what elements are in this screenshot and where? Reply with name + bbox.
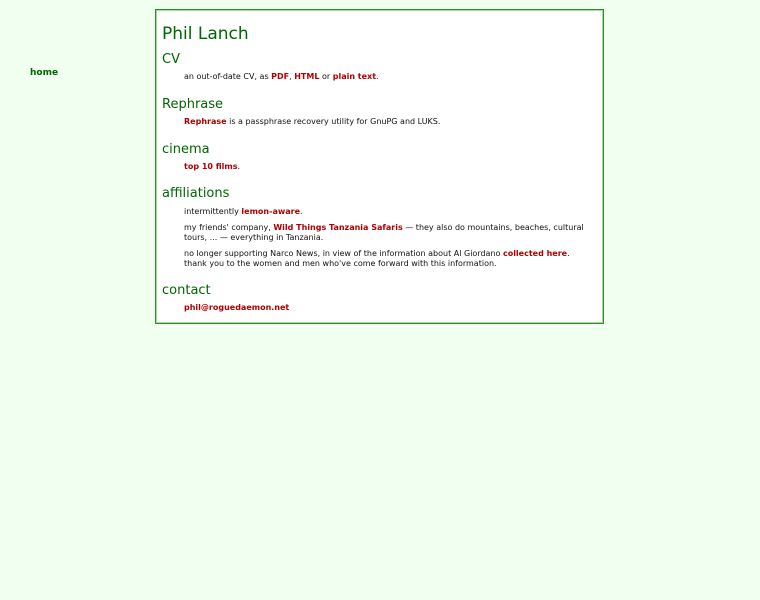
affiliation-narco: no longer supporting Narco News, in view of the information about Al Giordano collected here. thank you to the women and men who've come forward with this information. <box>184 249 570 268</box>
cv-html-link[interactable]: HTML <box>294 72 320 81</box>
collected-here-link[interactable]: collected here <box>502 249 568 258</box>
affiliation-lemon: intermittently lemon-aware. <box>184 207 303 216</box>
cinema-heading: cinema <box>162 142 210 157</box>
nav <box>30 60 58 79</box>
rephrase-link[interactable]: Rephrase <box>184 117 227 126</box>
content-panel <box>155 9 604 324</box>
top-10-films-link[interactable]: top 10 films <box>184 162 238 171</box>
wild-things-link[interactable]: Wild Things Tanzania Safaris <box>273 223 403 232</box>
cinema-text: top 10 films. <box>184 162 241 171</box>
email-link[interactable]: phil@roguedaemon.net <box>184 303 290 312</box>
cv-text: an out-of-date CV, as PDF, HTML or plain text. <box>184 72 379 81</box>
rephrase-heading: Rephrase <box>162 97 224 112</box>
affiliations-heading: affiliations <box>162 186 230 201</box>
cv-pdf-link[interactable]: PDF <box>271 72 290 81</box>
cv-plain-text-link[interactable]: plain text <box>332 72 377 81</box>
page-title: Phil Lanch <box>162 24 249 44</box>
contact-heading: contact <box>162 283 211 298</box>
cv-heading: CV <box>162 52 180 67</box>
rephrase-text: Rephrase is a passphrase recovery utility for GnuPG and LUKS. <box>184 117 441 126</box>
home-link[interactable]: home <box>30 68 59 78</box>
contact-text <box>184 303 594 313</box>
lemon-aware-link[interactable]: lemon-aware <box>241 207 300 216</box>
affiliation-safaris: my friends' company, Wild Things Tanzania Safaris — they also do mountains, beaches, cultural tours, ... — everything in Tanzania. <box>184 223 584 242</box>
